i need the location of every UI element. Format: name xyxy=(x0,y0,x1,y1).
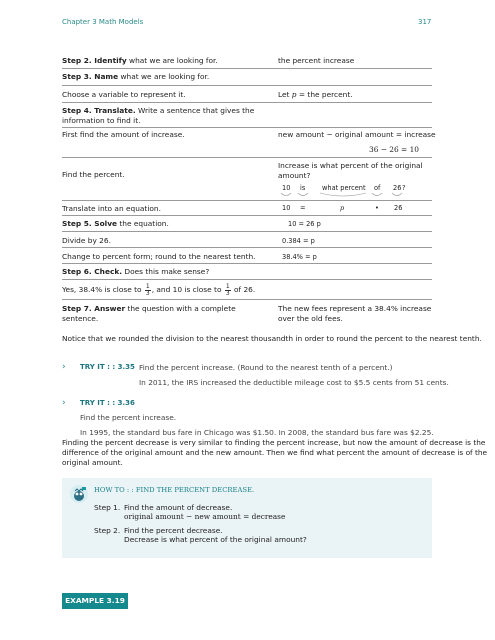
check-text-1: Yes, 38.4% is close to xyxy=(62,285,142,294)
word-10: 10 xyxy=(282,184,291,192)
word-of: of xyxy=(374,184,381,192)
step7-line2: sentence. xyxy=(62,314,99,323)
translate-text: Translate into an equation. xyxy=(62,204,161,213)
page-number: 317 xyxy=(418,18,432,26)
step2-text: what we are looking for. xyxy=(126,56,218,65)
try-it-heading: TRY IT : : 3.35 xyxy=(80,363,135,371)
divider xyxy=(62,299,432,300)
divider xyxy=(62,279,432,280)
findpct-answer-2: amount? xyxy=(278,171,311,180)
how-to-step1-label: Step 1. xyxy=(94,503,121,512)
word-what-percent: what percent xyxy=(322,184,366,192)
how-to-step1-formula: original amount − new amount = decrease xyxy=(124,512,286,521)
divider xyxy=(62,215,432,216)
first-text: First find the amount of increase. xyxy=(62,130,185,139)
step6-row xyxy=(62,267,209,277)
step3-row xyxy=(62,72,209,82)
step6-label: Step 6. Check. xyxy=(62,267,123,276)
divider xyxy=(62,263,432,264)
step5-equation: 10 = 26 p xyxy=(288,220,321,228)
how-to-step1-text: Find the amount of decrease. xyxy=(124,503,233,512)
eq-10: 10 xyxy=(282,204,291,212)
step6-text: Does this make sense? xyxy=(122,267,210,276)
chapter-header: Chapter 3 Math Models xyxy=(62,18,144,26)
word-26: 26 xyxy=(393,184,402,192)
try-it-heading: TRY IT : : 3.36 xyxy=(80,399,135,407)
step7-answer-1: The new fees represent a 38.4% increase xyxy=(278,304,432,313)
eq-26: 26 xyxy=(394,204,403,212)
step2-answer: the percent increase xyxy=(278,56,355,65)
first-calc: 36 − 26 = 10 xyxy=(369,145,419,154)
fraction-denominator: 3 xyxy=(145,289,150,297)
change-text: Change to percent form; round to the nearest tenth. xyxy=(62,252,256,261)
step5-text: the equation. xyxy=(117,219,169,228)
step4-line2: information to find it. xyxy=(62,116,141,125)
fraction-one-third xyxy=(145,284,151,297)
step7-label: Step 7. Answer xyxy=(62,304,126,313)
first-answer: new amount − original amount = increase xyxy=(278,130,436,139)
step5-row xyxy=(62,219,169,229)
paragraph-line-3: original amount. xyxy=(62,458,123,467)
eq-dot: • xyxy=(375,204,379,212)
chevron-right-icon[interactable]: › xyxy=(62,398,66,408)
try-it-problem: In 1995, the standard bus fare in Chicago was $1.50. In 2008, the standard bus fare was $2.25. xyxy=(80,428,434,437)
step2-row xyxy=(62,56,218,66)
owl-mascot-icon xyxy=(70,485,88,503)
step4-row xyxy=(62,106,254,116)
how-to-title: HOW TO : : FIND THE PERCENT DECREASE. xyxy=(94,486,255,494)
let-suffix: the percent. xyxy=(305,90,353,99)
let-variable: p = xyxy=(291,90,306,99)
findpct-text: Find the percent. xyxy=(62,170,125,179)
notice-paragraph: Notice that we rounded the division to the nearest thousandth in order to round the percent to the nearest tenth. xyxy=(62,334,482,343)
fraction-one-third xyxy=(225,284,231,297)
step4-text: Write a sentence that gives the xyxy=(135,106,255,115)
paragraph-line-2: difference of the original amount and the new amount. Then we find what percent the amount of decrease is of the xyxy=(62,448,488,457)
step7-answer-2: over the old fees. xyxy=(278,314,343,323)
step4-label: Step 4. Translate. xyxy=(62,106,136,115)
divider xyxy=(62,247,432,248)
word-is: is xyxy=(300,184,306,192)
how-to-step2-text: Find the percent decrease. xyxy=(124,526,223,535)
step3-label: Step 3. Name xyxy=(62,72,119,81)
fraction-numerator: 1 xyxy=(145,282,150,290)
let-prefix: Let xyxy=(278,90,292,99)
check-text-2: , and 10 is close to xyxy=(151,285,222,294)
sentence-brackets xyxy=(280,192,410,200)
divide-equation: 0.384 = p xyxy=(282,237,315,245)
divider xyxy=(62,231,432,232)
step7-text: the question with a complete xyxy=(125,304,236,313)
change-equation: 38.4% = p xyxy=(282,253,317,261)
fraction-numerator: 1 xyxy=(225,282,230,290)
step5-label: Step 5. Solve xyxy=(62,219,118,228)
check-sentence xyxy=(62,283,255,297)
try-it-problem: In 2011, the IRS increased the deductible mileage cost to $5.5 cents from 51 cents. xyxy=(139,378,449,387)
divider xyxy=(62,68,432,69)
try-it-instruction: Find the percent increase. xyxy=(80,413,177,422)
eq-equals: = xyxy=(300,204,306,212)
eq-p: p xyxy=(340,204,345,212)
paragraph-line-1: Finding the percent decrease is very similar to finding the percent increase, but now the amount of decrease is the xyxy=(62,438,486,447)
check-text-3: of 26. xyxy=(231,285,256,294)
step7-row xyxy=(62,304,236,314)
divider xyxy=(62,200,432,201)
fraction-denominator: 3 xyxy=(225,289,230,297)
step2-label: Step 2. Identify xyxy=(62,56,127,65)
example-badge: EXAMPLE 3.19 xyxy=(62,593,128,609)
step3-text: what we are looking for. xyxy=(118,72,210,81)
divider xyxy=(62,85,432,86)
let-statement xyxy=(278,90,353,100)
findpct-answer-1: Increase is what percent of the original xyxy=(278,161,423,170)
chevron-right-icon[interactable]: › xyxy=(62,362,66,372)
choose-text: Choose a variable to represent it. xyxy=(62,90,186,99)
try-it-instruction: Find the percent increase. (Round to the nearest tenth of a percent.) xyxy=(139,363,393,372)
divider xyxy=(62,157,432,158)
divide-text: Divide by 26. xyxy=(62,236,111,245)
divider xyxy=(62,102,432,103)
how-to-step2-formula: Decrease is what percent of the original amount? xyxy=(124,535,307,544)
divider xyxy=(62,127,432,128)
word-question: ? xyxy=(402,184,406,192)
how-to-step2-label: Step 2. xyxy=(94,526,121,535)
